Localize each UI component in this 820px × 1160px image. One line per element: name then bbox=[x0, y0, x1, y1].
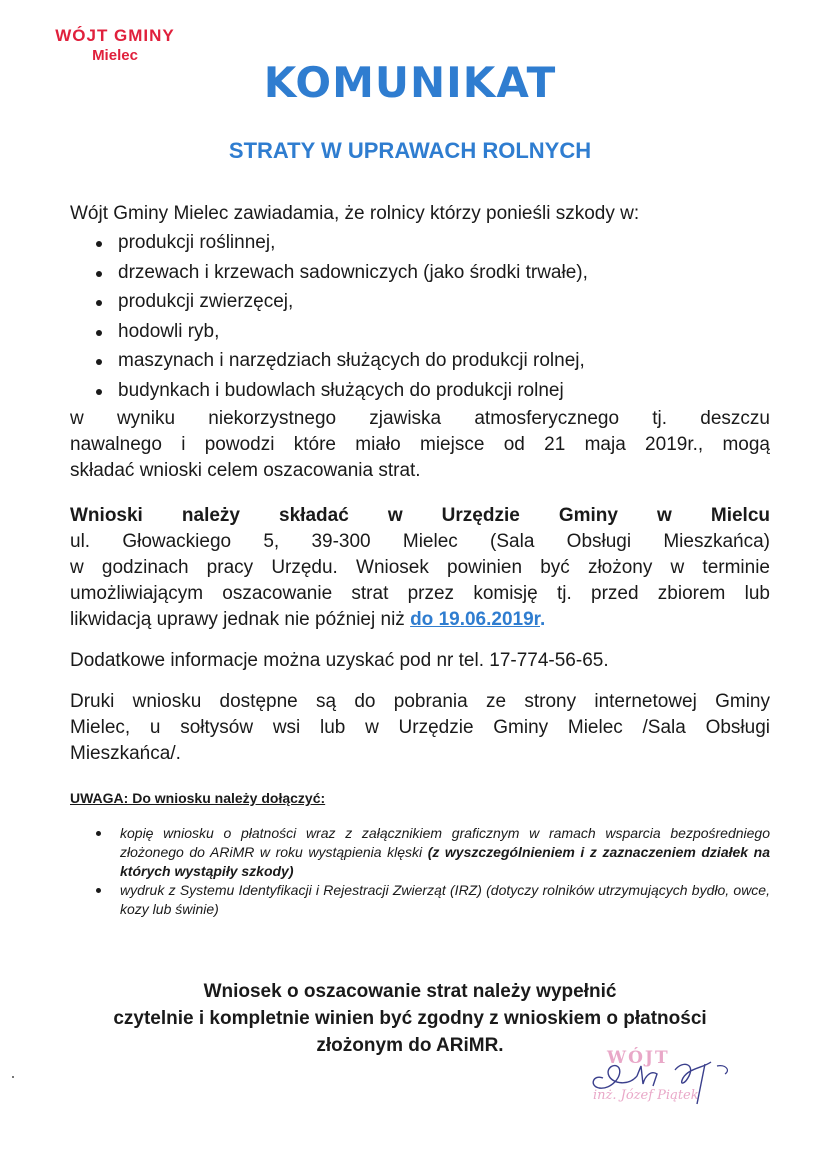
forms-line: Mieszkańca/. bbox=[70, 743, 181, 764]
submission-line: umożliwiającym oszacowanie strat przez komisję tj. przed zbiorem lub bbox=[70, 583, 770, 604]
list-item: hodowli ryb, bbox=[70, 317, 588, 347]
submission-text: likwidacją uprawy jednak nie później niż bbox=[70, 609, 411, 630]
contact-line: Dodatkowe informacje można uzyskać pod nr tel. 17-774-56-65. bbox=[70, 650, 609, 671]
deadline-period: . bbox=[540, 609, 546, 630]
attachment-bold-text: (z wyszczególnieniem i z zaznaczeniem działek na których wystąpiły szkody) bbox=[120, 844, 770, 879]
list-item: produkcji zwierzęcej, bbox=[70, 287, 588, 317]
handwritten-signature-icon bbox=[585, 1046, 735, 1136]
signature-block bbox=[585, 1046, 735, 1136]
forms-line: Druki wniosku dostępne są do pobrania ze strony internetowej Gminy bbox=[70, 691, 770, 712]
issuer-title: WÓJT GMINY bbox=[55, 26, 175, 45]
event-line: w wyniku niekorzystnego zjawiska atmosferycznego tj. deszczu bbox=[70, 408, 770, 429]
closing-line: złożonym do ARiMR. bbox=[316, 1035, 504, 1056]
submission-line: w godzinach pracy Urzędu. Wniosek powinien być złożony w terminie bbox=[70, 557, 770, 578]
stamp-title: WÓJT bbox=[607, 1048, 670, 1068]
list-item bbox=[70, 881, 770, 919]
submission-paragraph bbox=[70, 503, 770, 633]
event-line: składać wnioski celem oszacowania strat. bbox=[70, 460, 421, 481]
event-paragraph bbox=[70, 406, 770, 484]
list-item bbox=[70, 824, 770, 881]
page-subtitle: STRATY W UPRAWACH ROLNYCH bbox=[228, 138, 592, 163]
forms-paragraph bbox=[70, 689, 770, 767]
page-title: KOMUNIKAT bbox=[263, 58, 557, 107]
uwaga-heading: UWAGA: Do wniosku należy dołączyć: bbox=[70, 790, 326, 806]
deadline-date: do 19.06.2019r bbox=[410, 609, 541, 630]
forms-line: Mielec, u sołtysów wsi lub w Urzędzie Gminy Mielec /Sala Obsługi bbox=[70, 717, 770, 738]
closing-line: czytelnie i kompletnie winien być zgodny z wnioskiem o płatności bbox=[113, 1008, 707, 1029]
list-item: produkcji roślinnej, bbox=[70, 228, 588, 258]
event-line: nawalnego i powodzi które miało miejsce od 21 maja 2019r., mogą bbox=[70, 434, 770, 455]
list-item: drzewach i krzewach sadowniczych (jako środki trwałe), bbox=[70, 258, 588, 288]
closing-line: Wniosek o oszacowanie strat należy wypełnić bbox=[203, 981, 617, 1002]
attachment-text: wydruk z Systemu Identyfikacji i Rejestracji Zwierząt (IRZ) (dotyczy rolników utrzymujących bydło, owce, kozy lub świnie) bbox=[120, 882, 770, 917]
list-item: budynkach i budowlach służących do produkcji rolnej bbox=[70, 376, 588, 406]
submission-line: Wnioski należy składać w Urzędzie Gminy w Mielcu bbox=[70, 505, 770, 526]
list-item: maszynach i narzędziach służących do produkcji rolnej, bbox=[70, 346, 588, 376]
scan-speck bbox=[12, 1076, 14, 1078]
submission-line bbox=[70, 607, 770, 633]
loss-list bbox=[70, 228, 588, 405]
intro-text: Wójt Gminy Mielec zawiadamia, że rolnicy którzy ponieśli szkody w: bbox=[70, 203, 640, 224]
submission-line: ul. Głowackiego 5, 39-300 Mielec (Sala Obsługi Mieszkańca) bbox=[70, 531, 770, 552]
issuer-place: Mielec bbox=[92, 47, 138, 64]
stamp-name: inż. Józef Piątek bbox=[593, 1088, 699, 1103]
attachment-text: kopię wniosku o płatności wraz z załącznikiem graficznym w ramach wsparcia bezpośredniego złożonego do ARiMR w roku wystąpienia klęski bbox=[120, 825, 770, 860]
attachments-list bbox=[70, 824, 770, 919]
